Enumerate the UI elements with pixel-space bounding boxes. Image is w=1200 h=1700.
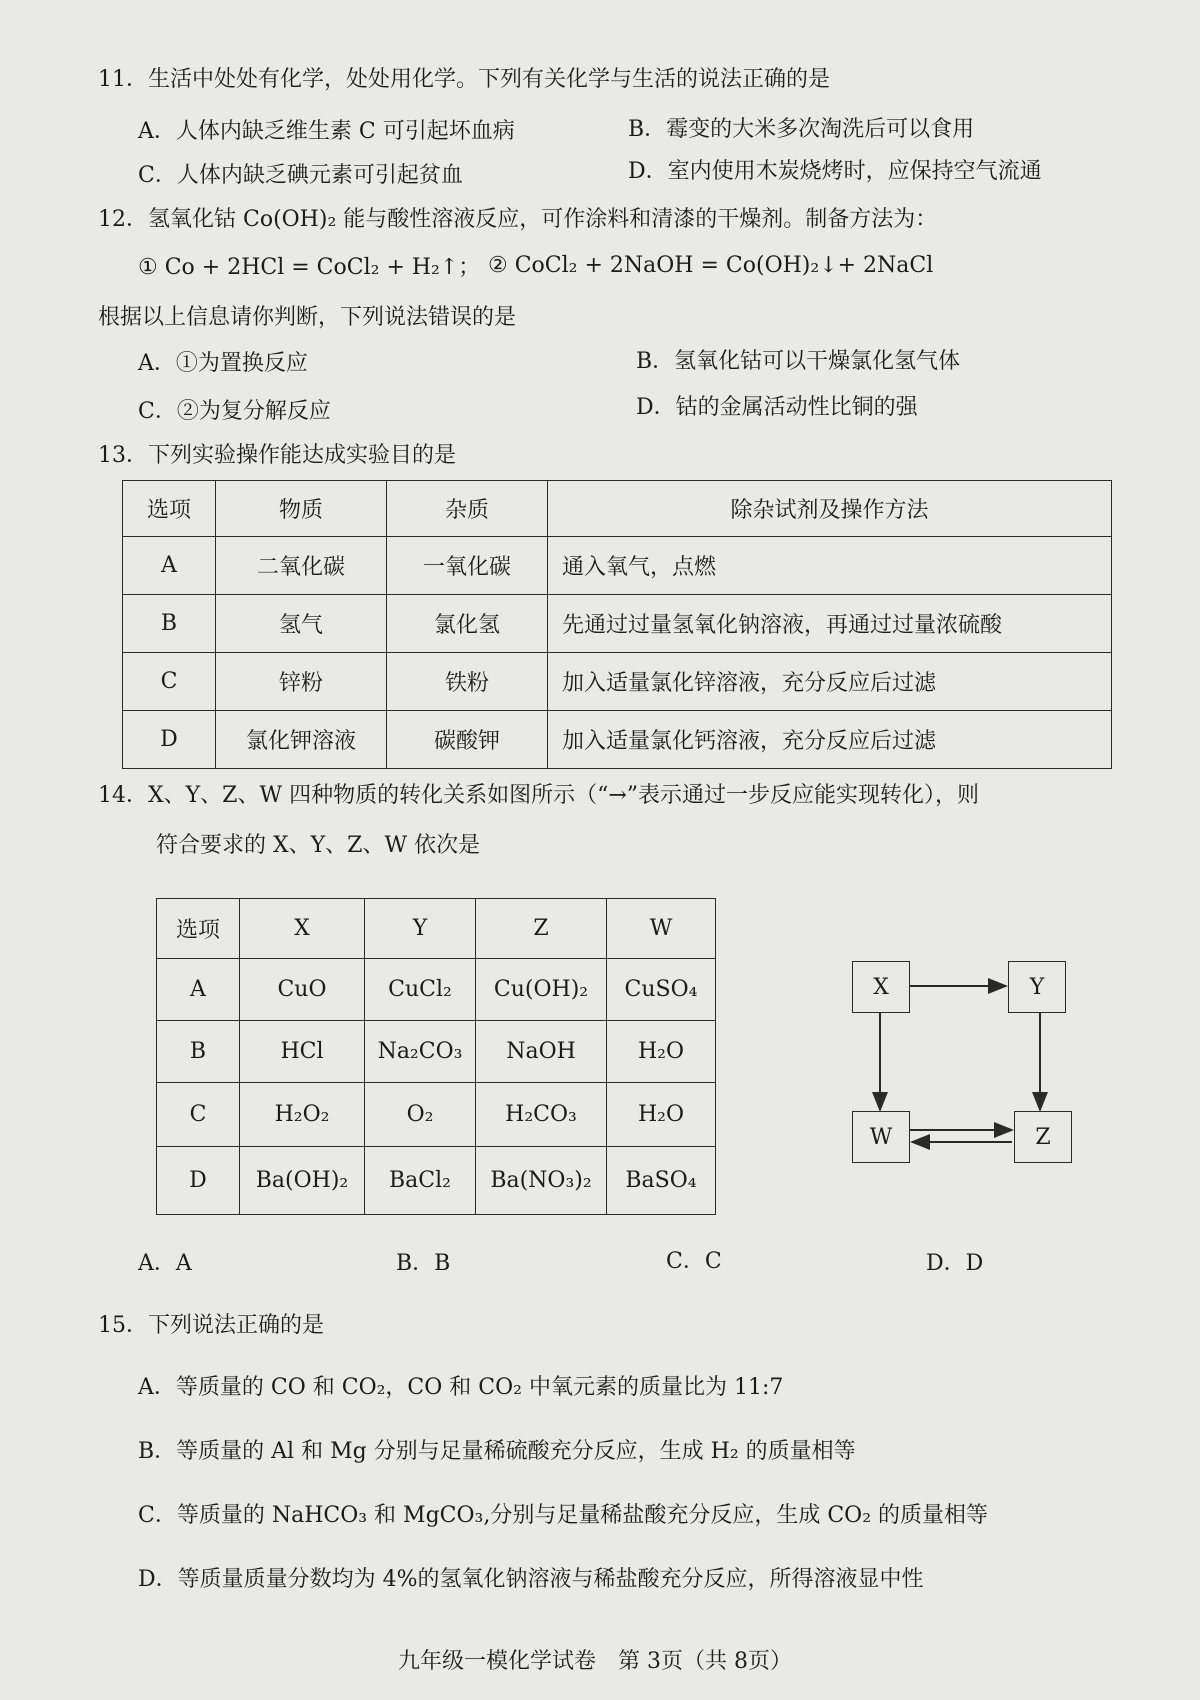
q14-header-y: Y [365, 899, 476, 959]
q13-cell: A [123, 537, 216, 595]
diagram-node-w: W [852, 1111, 910, 1163]
q13-cell: D [123, 711, 216, 769]
q14-header-x: X [240, 899, 365, 959]
q12-equation-1: ① Co + 2HCl = CoCl₂ + H₂↑； [138, 255, 481, 280]
q14-cell: CuCl₂ [365, 959, 476, 1021]
q14-cell: B [157, 1021, 240, 1083]
diagram-node-x: X [852, 961, 910, 1013]
q11-option-b: B．霉变的大米多次淘洗后可以食用 [628, 117, 975, 142]
q13-cell: 铁粉 [387, 653, 548, 711]
q11-option-d: D．室内使用木炭烧烤时，应保持空气流通 [628, 159, 1042, 184]
q13-cell: 氢气 [216, 595, 387, 653]
q14-cell: CuO [240, 959, 365, 1021]
q13-header-substance: 物质 [216, 481, 387, 537]
q12-option-c: C．②为复分解反应 [138, 399, 331, 424]
q12-prompt: 根据以上信息请你判断，下列说法错误的是 [98, 305, 517, 330]
page-footer: 九年级一模化学试卷 第 3页（共 8页） [398, 1649, 792, 1674]
q13-cell: 加入适量氯化锌溶液，充分反应后过滤 [548, 653, 1112, 711]
q13-header-option: 选项 [123, 481, 216, 537]
q14-stem-line2: 符合要求的 X、Y、Z、W 依次是 [156, 833, 481, 858]
q13-cell: 氯化钾溶液 [216, 711, 387, 769]
q14-header-w: W [607, 899, 716, 959]
q14-cell: Ba(NO₃)₂ [476, 1147, 607, 1215]
q13-cell: 一氧化碳 [387, 537, 548, 595]
q14-cell: H₂O₂ [240, 1083, 365, 1147]
q12-option-b: B．氢氧化钴可以干燥氯化氢气体 [636, 349, 961, 374]
q12-equation-2: ② CoCl₂ + 2NaOH = Co(OH)₂↓+ 2NaCl [488, 253, 934, 278]
q13-cell: C [123, 653, 216, 711]
q13-cell: B [123, 595, 216, 653]
q15-option-d: D．等质量质量分数均为 4%的氢氧化钠溶液与稀盐酸充分反应，所得溶液显中性 [138, 1567, 924, 1592]
q12-option-a: A．①为置换反应 [138, 351, 308, 376]
q15-option-b: B．等质量的 Al 和 Mg 分别与足量稀硫酸充分反应，生成 H₂ 的质量相等 [138, 1439, 856, 1464]
q11-option-a: A．人体内缺乏维生素 C 可引起坏血病 [138, 119, 515, 144]
q14-cell: BaCl₂ [365, 1147, 476, 1215]
q13-cell: 碳酸钾 [387, 711, 548, 769]
q14-cell: BaSO₄ [607, 1147, 716, 1215]
q14-cell: H₂O [607, 1083, 716, 1147]
q13-cell: 氯化氢 [387, 595, 548, 653]
q14-stem-line1: 14．X、Y、Z、W 四种物质的转化关系如图所示（“→”表示通过一步反应能实现转化），则 [98, 783, 980, 808]
q11-option-c: C．人体内缺乏碘元素可引起贫血 [138, 163, 463, 188]
q13-stem: 13．下列实验操作能达成实验目的是 [98, 443, 456, 468]
q14-cell: NaOH [476, 1021, 607, 1083]
q13-header-method: 除杂试剂及操作方法 [548, 481, 1112, 537]
q14-cell: O₂ [365, 1083, 476, 1147]
q14-cell: C [157, 1083, 240, 1147]
q13-cell: 二氧化碳 [216, 537, 387, 595]
q14-header-option: 选项 [157, 899, 240, 959]
diagram-node-y: Y [1008, 961, 1066, 1013]
q14-option-c: C．C [666, 1249, 722, 1274]
q15-stem: 15．下列说法正确的是 [98, 1313, 324, 1338]
q13-cell: 通入氧气，点燃 [548, 537, 1112, 595]
q11-stem: 11．生活中处处有化学，处处用化学。下列有关化学与生活的说法正确的是 [98, 67, 830, 92]
q13-cell: 先通过过量氢氧化钠溶液，再通过过量浓硫酸 [548, 595, 1112, 653]
q14-cell: Ba(OH)₂ [240, 1147, 365, 1215]
q14-option-b: B．B [396, 1251, 451, 1276]
q14-cell: D [157, 1147, 240, 1215]
q14-cell: A [157, 959, 240, 1021]
q14-cell: H₂O [607, 1021, 716, 1083]
q15-option-c: C．等质量的 NaHCO₃ 和 MgCO₃,分别与足量稀盐酸充分反应，生成 CO₂ 的质量相等 [138, 1503, 989, 1528]
q14-cell: Cu(OH)₂ [476, 959, 607, 1021]
q14-header-z: Z [476, 899, 607, 959]
q15-option-a: A．等质量的 CO 和 CO₂，CO 和 CO₂ 中氧元素的质量比为 11:7 [138, 1375, 784, 1400]
q12-stem: 12．氢氧化钴 Co(OH)₂ 能与酸性溶液反应，可作涂料和清漆的干燥剂。制备方法为： [98, 207, 938, 232]
q13-cell: 加入适量氯化钙溶液，充分反应后过滤 [548, 711, 1112, 769]
q14-option-a: A．A [138, 1251, 192, 1276]
diagram-node-z: Z [1014, 1111, 1072, 1163]
q12-option-d: D．钴的金属活动性比铜的强 [636, 395, 918, 420]
q14-cell: CuSO₄ [607, 959, 716, 1021]
q14-cell: Na₂CO₃ [365, 1021, 476, 1083]
q13-header-impurity: 杂质 [387, 481, 548, 537]
q14-cell: H₂CO₃ [476, 1083, 607, 1147]
q13-cell: 锌粉 [216, 653, 387, 711]
q14-option-d: D．D [926, 1251, 984, 1276]
q14-cell: HCl [240, 1021, 365, 1083]
